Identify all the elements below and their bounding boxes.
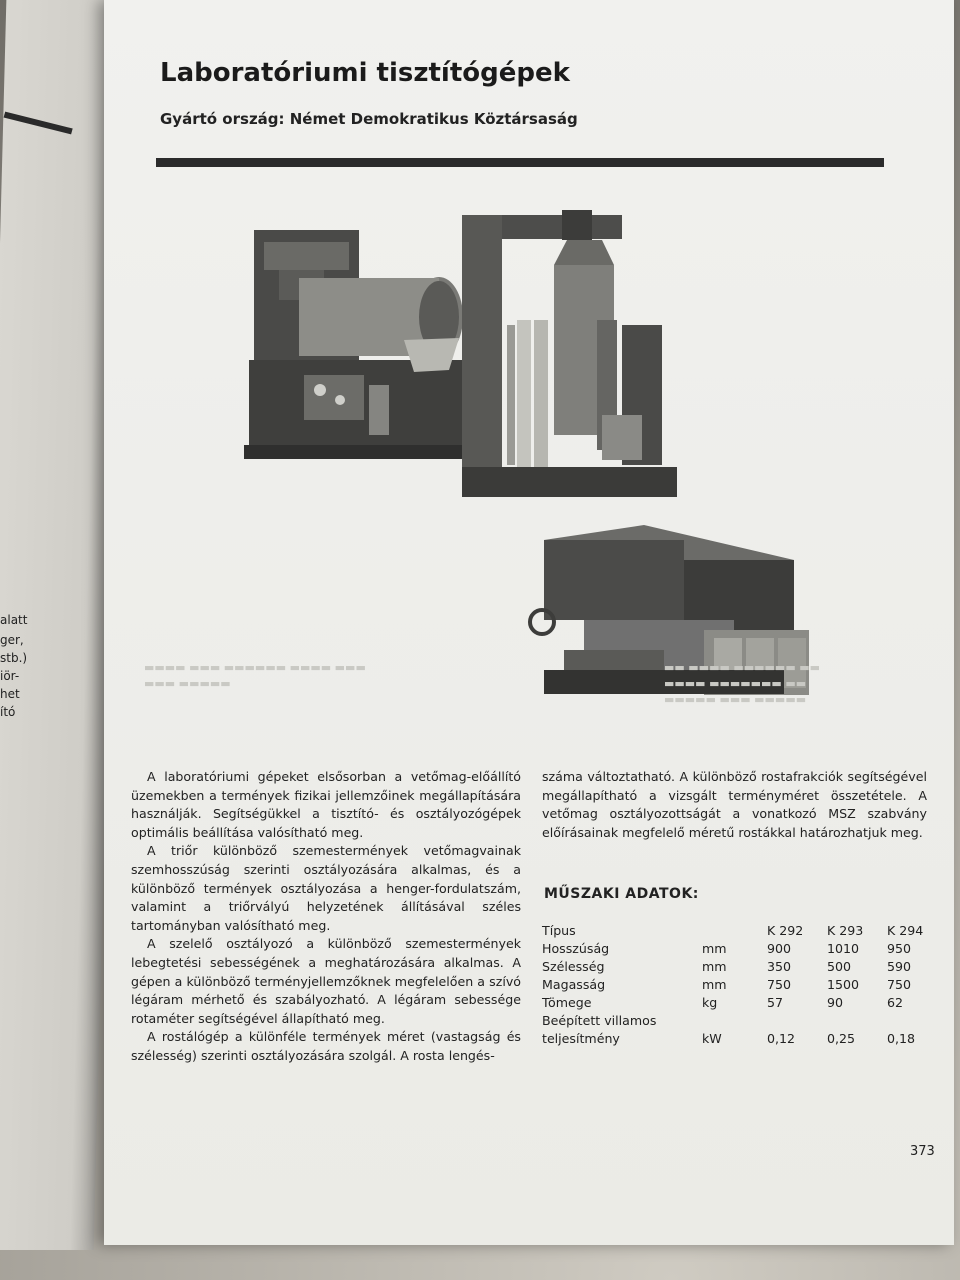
body-text-left [131,768,521,1066]
row-value: 590 [887,959,912,974]
table-header-label: Típus [542,923,576,938]
table-header-type: K 293 [827,923,864,938]
left-page-snippet: ító [0,705,16,719]
row-label: Beépített villamos [542,1013,657,1028]
table-row [542,938,947,956]
table-header-type: K 292 [767,923,804,938]
left-page-snippet: alatt [0,613,28,627]
row-value: 1010 [827,941,860,956]
table-row [542,956,947,974]
body-text-right [542,768,927,842]
row-value: 62 [887,995,904,1010]
title-rule [156,158,884,167]
table-header-type: K 294 [887,923,924,938]
paragraph: A rostálógép a különféle termények méret (vastagság és szélesség) szerinti osztályozására szolgál. A rosta lengés- [131,1029,521,1063]
row-value: 57 [767,995,784,1010]
table-row [542,992,947,1010]
row-value: 950 [887,941,912,956]
row-value: 1500 [827,977,860,992]
drum-trieur-machine-image [244,220,464,465]
paragraph: A triőr különböző szemestermények vetőmagvainak szemhosszúság szerinti osztályozására alkalmas, és a különböző termények osztályozása a henger-fordulatszám, valamint a triőrvályú helyzetének állításával széles tartományban valósítható meg. [131,843,521,933]
page-number: 373 [910,1144,935,1159]
table-row [542,1010,947,1028]
row-label: Szélesség [542,959,605,974]
show-through-text: ▬▬ ▬▬▬▬ ▬▬▬▬▬▬ ▬▬ ▬▬▬▬ ▬▬▬▬▬▬▬ ▬▬ ▬▬▬▬▬ ▬▬▬ ▬▬▬▬▬ [664,661,820,706]
row-value: 0,12 [767,1031,796,1046]
row-value: 750 [887,977,912,992]
specs-table [542,920,947,1046]
document-page [104,0,954,1245]
row-value: 0,25 [827,1031,856,1046]
paragraph: száma változtatható. A különböző rostafrakciók segítségével megállapítható a vizsgált terményméret összetétele. A vetőmag osztályozottságát a vonatkozó MSZ szabvány előírásainak megfelelő méretű rostákkal határozhatjuk meg. [542,769,927,840]
row-value: 0,18 [887,1031,916,1046]
paragraph: A laboratóriumi gépeket elsősorban a vetőmag-előállító üzemekben a termények fizikai jellemzőinek megállapítására használják. Segítségükkel a tisztító- és osztályozógépek optimális beállítása valósítható meg. [131,769,521,840]
left-page-snippet: stb.) [0,651,28,665]
left-page-rule [4,112,73,135]
table-header-row [542,920,947,938]
show-through-text: ▬▬▬▬ ▬▬▬ ▬▬▬▬▬▬ ▬▬▬▬ ▬▬▬ ▬▬▬ ▬▬▬▬▬ [144,661,366,690]
paragraph: A szelelő osztályozó a különböző szemestermények lebegtetési sebességének a meghatározására alkalmas. A gépen a különböző terményjellemzőknek megfelelően a szívó légáram mérhető és szabályozható. A légáram sebessége rotaméter segítségével állapítható meg. [131,936,521,1026]
page-title: Laboratóriumi tisztítógépek [160,58,570,88]
row-label: Tömege [542,995,592,1010]
row-label: teljesítmény [542,1031,620,1046]
row-label: Hosszúság [542,941,610,956]
left-page-snippet: ger, [0,633,24,647]
row-unit: kg [702,995,718,1010]
row-unit: kW [702,1031,722,1046]
page-subtitle: Gyártó ország: Német Demokratikus Köztársaság [160,110,578,128]
specs-heading: MŰSZAKI ADATOK: [544,886,699,902]
row-value: 90 [827,995,844,1010]
row-value: 900 [767,941,792,956]
left-page-snippet: iör- [0,669,20,683]
row-label: Magasság [542,977,606,992]
left-page-snippet: het [0,687,20,701]
row-value: 750 [767,977,792,992]
table-row [542,1028,947,1046]
table-row [542,974,947,992]
row-unit: mm [702,959,727,974]
row-value: 500 [827,959,852,974]
row-unit: mm [702,977,727,992]
row-unit: mm [702,941,727,956]
aspirator-tower-machine-image [462,205,682,505]
row-value: 350 [767,959,792,974]
